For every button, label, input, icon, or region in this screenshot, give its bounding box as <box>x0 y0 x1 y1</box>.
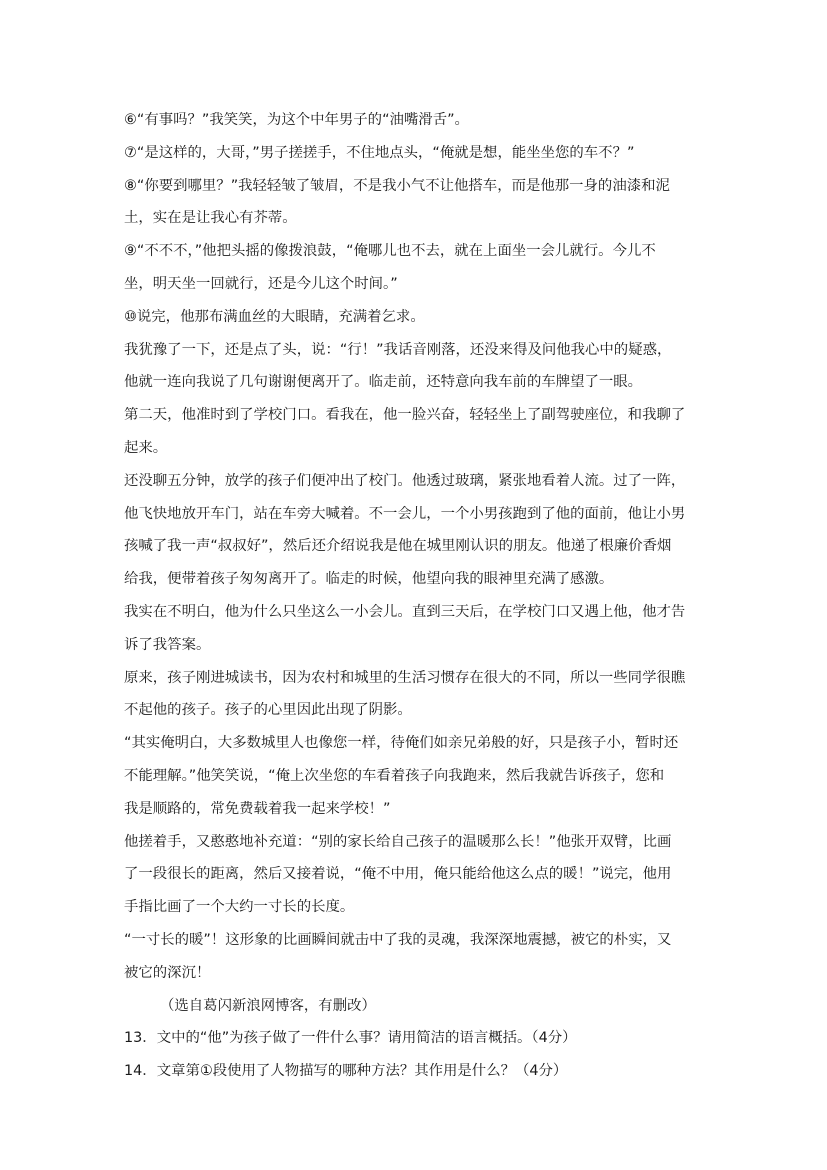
source-citation: （选自葛闪新浪网博客，有删改） <box>160 997 376 1014</box>
paragraph-line: 不起他的孩子。孩子的心里因此出现了阴影。 <box>124 702 412 719</box>
paragraph-line: ⑨“不不不，”他把头摇的像拨浪鼓，“俺哪儿也不去，就在上面坐一会儿就行。今儿不 <box>124 243 656 260</box>
question-14: 14．文章第①段使用了人物描写的哪种方法？其作用是什么？（4分） <box>124 1063 568 1080</box>
paragraph-line: 他搓着手，又憨憨地补充道：“别的家长给自己孩子的温暖那么长！”他张开双臂，比画 <box>124 833 672 850</box>
paragraph-line: 手指比画了一个大约一寸长的长度。 <box>124 899 355 916</box>
paragraph-line: ⑧“你要到哪里？”我轻轻皱了皱眉，不是我小气不让他搭车，而是他那一身的油漆和泥 <box>124 177 670 194</box>
paragraph-line: 土，实在是让我心有芥蒂。 <box>124 210 297 227</box>
paragraph-line: 被它的深沉！ <box>124 964 211 981</box>
paragraph-line: “一寸长的暖”！这形象的比画瞬间就击中了我的灵魂，我深深地震撼，被它的朴实，又 <box>124 931 672 948</box>
paragraph-line: “其实俺明白，大多数城里人也像您一样，待俺们如亲兄弟般的好，只是孩子小，暂时还 <box>124 735 679 752</box>
paragraph-line: ⑦“是这样的，大哥，”男子搓搓手，不住地点头，“俺就是想，能坐坐您的车不？” <box>124 144 635 161</box>
paragraph-line: 不能理解。”他笑笑说，“俺上次坐您的车看着孩子向我跑来，然后我就告诉孩子，您和 <box>124 767 665 784</box>
paragraph-line: 孩喊了我一声“叔叔好”，然后还介绍说我是他在城里刚认识的朋友。他递了根廉价香烟 <box>124 538 672 555</box>
paragraph-line: ⑩说完，他那布满血丝的大眼睛，充满着乞求。 <box>124 308 425 325</box>
paragraph-line: 起来。 <box>124 439 168 456</box>
paragraph-line: 他飞快地放开车门，站在车旁大喊着。不一会儿，一个小男孩跑到了他的面前，他让小男 <box>124 505 686 522</box>
paragraph-line: 了一段很长的距离，然后又接着说，“俺不中用，俺只能给他这么点的暖！”说完，他用 <box>124 866 672 883</box>
paragraph-line: 还没聊五分钟，放学的孩子们便冲出了校门。他透过玻璃，紧张地看着人流。过了一阵， <box>124 472 686 489</box>
paragraph-line: 坐，明天坐一回就行，还是今儿这个时间。” <box>124 275 398 292</box>
paragraph-line: 给我，便带着孩子匆匆离开了。临走的时候，他望向我的眼神里充满了感激。 <box>124 571 614 588</box>
document-body <box>124 104 704 1088</box>
paragraph-line: 我实在不明白，他为什么只坐这么一小会儿。直到三天后，在学校门口又遇上他，他才告 <box>124 603 686 620</box>
paragraph-line: 我犹豫了一下，还是点了头，说：“行！”我话音刚落，还没来得及问他我心中的疑惑， <box>124 341 672 358</box>
paragraph-line: ⑥“有事吗？”我笑笑，为这个中年男子的“油嘴滑舌”。 <box>124 112 469 128</box>
paragraph-line: 原来，孩子刚进城读书，因为农村和城里的生活习惯存在很大的不同，所以一些同学很瞧 <box>124 669 686 686</box>
paragraph-line: 他就一连向我说了几句谢谢便离开了。临走前，还特意向我车前的车牌望了一眼。 <box>124 374 643 391</box>
paragraph-line: 第二天，他准时到了学校门口。看我在，他一脸兴奋，轻轻坐上了副驾驶座位，和我聊了 <box>124 407 686 424</box>
question-13: 13．文中的“他”为孩子做了一件什么事？请用简洁的语言概括。（4分） <box>124 1030 577 1047</box>
paragraph-line: 诉了我答案。 <box>124 636 211 653</box>
paragraph-line: 我是顺路的，常免费载着我一起来学校！” <box>124 800 391 817</box>
